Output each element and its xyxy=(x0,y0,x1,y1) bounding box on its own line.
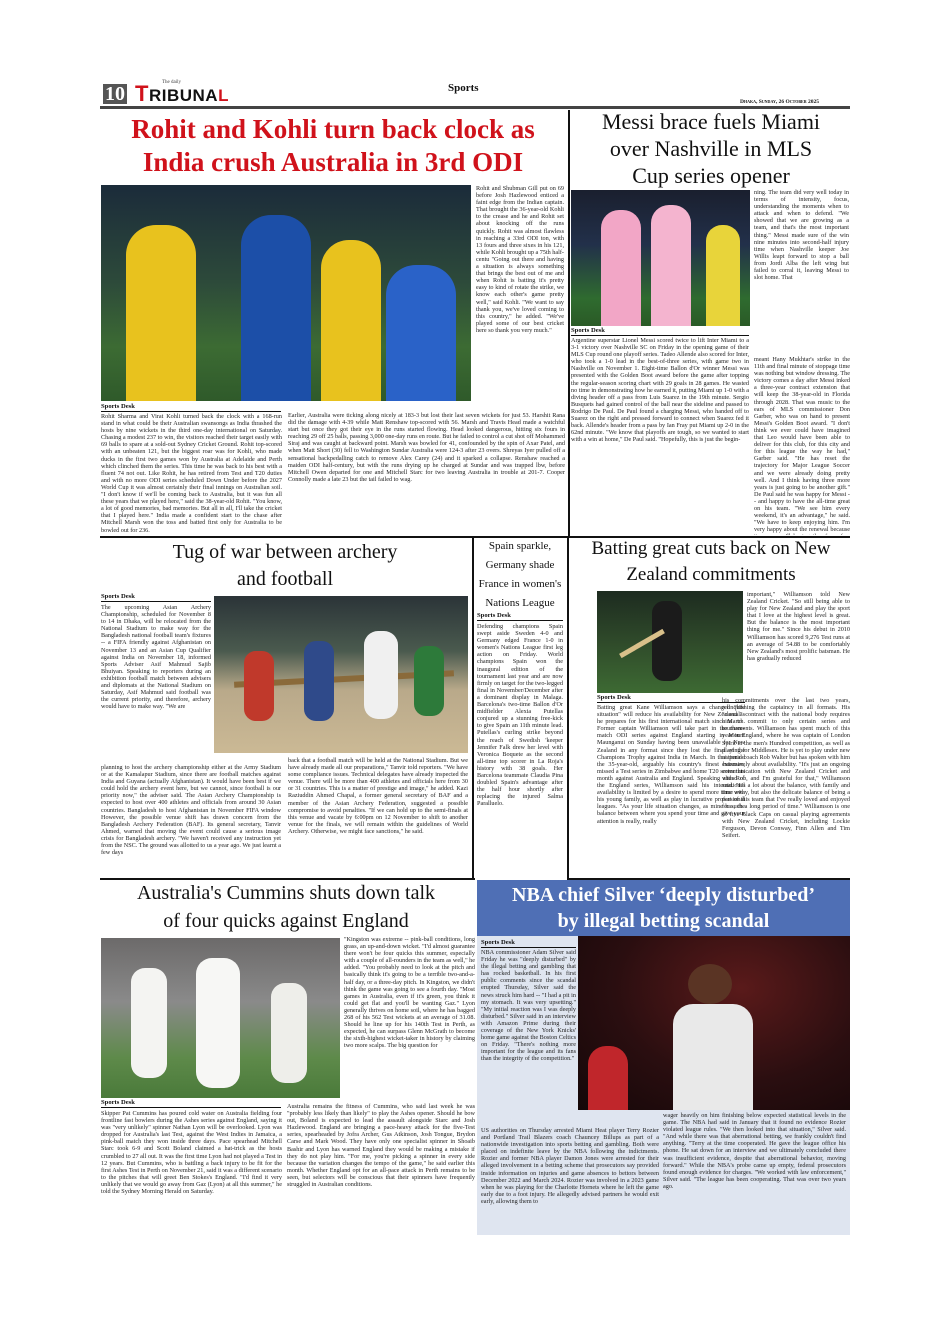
williamson-body-col1: Batting great Kane Williamson says a changed "life situation" will reduce his availability for New Zealand as he prepares for his first international match since March. Former captain Williamson will take part in the three-match ODI series against England starting in Mount Maunganui on Sunday having been unavailable for New Zealand in any format since they lost the final of the Champions Trophy against India in March. In that period the 35-year-old, arguably his country's finest batsman, missed a Test series in Zimbabwe and home T20 series this month against Australia and England. Speaking ahead of the England series, Williamson said his international availability is limited by a desire to spend more time with his young family, as well as play in lucrative professional leagues. "As your life situation changes, as mine has, the balance between where you spend your time and give your attention is really, really xyxy=(597,704,745,825)
byline: Sports Desk xyxy=(481,939,576,948)
cummins-celebrating-photo xyxy=(101,938,340,1098)
williamson-headline xyxy=(572,536,850,588)
messi-headline-line1: Messi brace fuels Miami xyxy=(601,109,821,134)
india-side-column: Rohit and Shubman Gill put on 69 before Josh Hazlewood enticed a faint edge from the Indian captain. That brought the 36-year-old Kohli to the crease and he and Rohit set about knocking off the runs quickly. Rohit was almost flawless in reaching a 33rd ODI ton, with 13 fours and three sixes in his 121, while Kohli brought up a 75th half-centu "Going out there and having a situation is always something that brings the best out of me and when Rohit is batting it's pretty easy to kind of rotate the strike, we know each other's game pretty well," said Kohli. "We want to say thank you, we've loved coming to this country," he added. "We've played some of our best cricket here so thank you very much." xyxy=(476,185,564,334)
spain-headline-line2: Germany shade xyxy=(485,559,555,571)
archery-body-col2: back that a football match will be held at the National Stadium. But we have already made all our preparations," Tanvir told reporters. "We have some compliance issues. Technical delegates have already inspected the venue. There will be more than 400 athletes and officials here from 30 or 31 countries. This is a matter of prestige and image," he added. Kazi Raziuddin Ahmed Chapal, a former general secretary of BAF and a member of the Asian Archery Federation, suggested a possible compromise to avoid penalties. "If we can hold up to the semi-finals at this venue and vacate by 6:00pm on 12 November to shift to another venue for the finals, we will remain within the guidelines of World Archery. Otherwise, we might face sanctions," he said. xyxy=(288,757,468,835)
nba-headline xyxy=(477,880,850,936)
player-figure xyxy=(414,646,444,716)
archery-headline xyxy=(100,539,470,593)
spain-headline-line3: France in women's xyxy=(478,578,562,590)
player-figure xyxy=(321,240,381,401)
inter-miami-players-photo xyxy=(571,190,750,326)
messi-headline xyxy=(572,108,850,189)
williamson-headline-line2: Zealand commitments xyxy=(626,564,796,585)
williamson-headline-line1: Batting great cuts back on New xyxy=(591,538,831,559)
spain-body: Defending champions Spain swept aside Sweden 4-0 and Germany edged France 1-0 in women's Nations League first leg action on Friday. World champions Spain won the inaugural edition of the tournament last year and are now firmly on target for the two-legged final in November/December after a dominant display in Malaga. Barcelona's two-time Ballon d'Or midfielder Alexia Putellas conjured up a stunning free-kick to give Spain an 11th minute lead. Putellas's curling strike beyond the reach of Swedish 'keeper Jennifer Falk drew her level with Veronica Boquete as the second all-time top scorer in La Roja's history with 38 goals. Her Barcelona teammate Claudia Pina doubled Spain's advantage after the half hour shortly after replacing the injured Salma Paralluelo. xyxy=(477,623,563,808)
india-headline-line2: India crush Australia in 3rd ODI xyxy=(142,147,524,177)
logo-first-letter: T xyxy=(135,81,149,106)
cummins-byline xyxy=(101,1099,281,1110)
india-body-col1: Rohit Sharma and Virat Kohli turned back the clock with a 168-run stand in what could be their Australian swansongs as India thrashed the hosts by nine wickets in the third one-day international on Saturday. Chasing a modest 237 to win, the visitors reached their target easily with 69 balls to spare at a sold-out Sydney Cricket Ground. Rohit top-scored with an unbeaten 121, but the biggest roar was for Kohli, who made ducks in the first two games won by Australia at Adelaide and Perth which clinched them the series. This time he was back to his best with a fluent 74 not out. Like Rohit, he has retired from Test and T20 duties and with no more ODI series scheduled Down Under before the 2027 World Cup it was almost certainly their final innings on Australian soil. "I don't know if we'll be coming back to Australia, but it was fun all these years that we played here," said the 38-year-old Rohit. "You know, a lot of good memories, bad memories. But all in all, I'll take the cricket that I played here." India made a confident start to the chase after Mitchell Marsh won the toss and batted first only for Australia to be bowled out for 236. xyxy=(101,413,282,534)
cummins-headline-line1: Australia's Cummins shuts down talk xyxy=(136,882,436,904)
nba-headline-line2: by illegal betting scandal xyxy=(557,910,770,932)
archery-byline xyxy=(101,593,211,604)
player-figure xyxy=(241,215,311,401)
india-headline xyxy=(100,113,566,179)
player-figure xyxy=(601,210,641,326)
logo-mid: RIBUNA xyxy=(148,86,219,105)
batsman-figure xyxy=(652,601,682,681)
column-divider xyxy=(568,110,570,538)
messi-headline-line2: over Nashville in MLS xyxy=(609,136,813,161)
cummins-side-column: "Kingston was extreme -- pink-ball conditions, long grass, an up-and-down wicket. "I'd almost guarantee there won't be four quicks this summer, especially with a couple of all-rounders in the team as well," he added. "You probably need to look at the pitch and basically think it's going to be a terrible two-and-a-half day, or a three-day pitch. In Kingston, we didn't think the game was going to see a fourth day. "Most games in Australia, even if it's green, you think it could get flat and you'll be wanting Gaz." Lyon generally thrives on home soil, where he has bagged 268 of his 562 Test wickets at an average of 31.08. Should he line up for his 140th Test in Perth, as expected, he can surpass Glenn McGrath to become the sixth-highest wicket-taker in history by claiming two more scalps. The big question for xyxy=(344,936,475,1050)
cummins-body-col1: Skipper Pat Cummins has poured cold water on Australia fielding four frontline fast bowlers during the Ashes series against England, saying it was "very unlikely" spinner Nathan Lyon will be overlooked. Lyon was dropped for Australia's last Test, against the West Indies in Jamaica, a pink-ball match they won inside three days. Pace spearhead Mitchell Starc took 6-9 and Scott Boland claimed a hat-trick as the hosts crumbled to 27 all out. It was the first time Lyon had not played a Test in 12 years. But Cummins, who is battling a back injury to be fit for the first Ashes Test in Perth on November 21, said it was a different scenario to the pitches that will greet Ben Stokes's England. "I'd find it very unlikely that we would go away from Gaz (Lyon) at all this summer," he told the Sydney Morning Herald on Saturday. xyxy=(101,1110,282,1196)
spain-headline-line4: Nations League xyxy=(485,597,555,609)
india-body-col2: Earlier, Australia were ticking along nicely at 183-3 but lost their last seven wickets for just 53. Harshit Rana did the damage with 4-39 while Matt Renshaw top-scored with 56. Marsh and Travis Head made a watchful start but once they got their eye in the runs started flowing. Head looked dangerous, hitting six fours in reaching 29 off 25 balls, passing 3,000 one-day runs en route. But he failed to control a cut shot off Mohammed Siraj and was caught at backward point. Marsh was bowled for 41, confounded by the spin of Axar Patel, and when Matt Short (30) fell to Washington Sundar Australia were 124-3 after 23 overs. Shreyas Iyer pulled off a sensational backpedalling catch to remove Alex Carey (24) and it sparked a collapse. Renshaw reached a maiden ODI half-century, but with the runs drying up he charged at Sundar and was trapped lbw, before Mitchell Owen departed for one and Mitchell Starc for two leaving Australia in trouble at 201-7. Cooper Connolly made a late 23 but the tail failed to wag. xyxy=(288,412,565,483)
messi-body-col2: meant Hany Mukhtar's strike in the 11th and final minute of stoppage time was nothing but window dressing. The victory comes a day after Messi inked a three-year contract extension that will keep the 38-year-old in Florida through 2028. That was music to the ears of MLS commissioner Don Garber, who was on hand to present Messi's Golden Boot award. "I don't think we ever could have imagined that Leo would have been able to deliver for this club, for this city and for this league the way he had," Garber said. "He has reset the trajectory for Major League Soccer and we were already doing pretty well. And I think having three more years is just going to be another gift." De Paul said he was happy for Messi -- and happy to have the all-time great on his team. "We see him every weekend, it's an advantage," he said. "We have to keep enjoying him. I'm very happy about the renewal because xyxy=(754,356,850,534)
archery-body-col1: The upcoming Asian Archery Championship, scheduled for November 8 to 14 in Dhaka, will be relocated from the National Stadium to make way for the Bangladesh national football team's fixtures -- a FIFA friendly against Afghanistan on November 13 and an Asian Cup Qualifier against India on November 18, informed Sports Adviser Asif Mahmud Sajib Bhuiyan. Speaking to reporters during an exhibition football match between advisers and diplomats at the National Stadium on Saturday, Asif Mahmud said football was the current priority, and therefore, archery would have to make way. "We are xyxy=(101,604,211,711)
cummins-headline xyxy=(100,879,472,935)
spain-headline xyxy=(475,537,565,613)
spain-byline xyxy=(477,612,563,623)
williamson-batting-photo xyxy=(597,591,743,693)
nba-body-col2: wager heavily on him finishing below expected statistical levels in the game. The NBA had said in January that it found no evidence Rozier violated league rules. "We then looked into that situation," Silver said. "And while there was that aberrational betting, we frankly couldn't find anything. "Terry at the time cooperated. He gave the league office his phone. He sat down for an interview and we ultimately concluded there was insufficient evidence, despite that aberrational behavior, moving forward." While the NBA's probe came up empty, federal prosecutors found enough evidence for charges. "We worked with law enforcement," Silver said. "The league has been cooperating. That was over two years ago. xyxy=(663,1112,846,1190)
player-figure xyxy=(304,641,334,721)
nba-headline-line1: NBA chief Silver ‘deeply disturbed’ xyxy=(512,884,815,906)
column-divider xyxy=(472,538,474,878)
byline: Sports Desk xyxy=(101,1099,281,1108)
player-figure xyxy=(196,958,240,1088)
page-number: 10 xyxy=(105,83,125,105)
cummins-body-col2: Australia remains the fitness of Cummins, who said last week he was "probably less likely than likely" to play the Ashes opener. Should he bow out, Boland is expected to lead the assault alongside Starc and Josh Hazlewood. England are bringing a pace-heavy attack for the five-Test series, spearheaded by Jofra Archer, Gus Atkinson, Josh Tongue, Brydon Carse and Mark Wood. They have only one specialist spinner in Shoaib Bashir and Lyon has warned England they would be making a mistake if they do not play him. "For me, you're picking a spinner in every side because the variation changes the tempo of the game," he said earlier this month. Whether England opt for an all-pace attack in Perth remains to be seen, but selectors will be conscious that their spinners have frequently struggled in Australian conditions. xyxy=(287,1103,475,1189)
player-figure xyxy=(706,225,740,326)
nba-body-col1: US authorities on Thursday arrested Miami Heat player Terry Rozier and Portland Trail Blazers coach Chauncey Billups as part of a nationwide investigation into sports betting and gambling. Both were placed on indefinite leave by the NBA following the indictments. Rozier and former NBA player Damon Jones were arrested for their alleged involvement in a betting scheme that prosecutors say provided inside information on injuries and game absences to bettors between December 2022 and March 2024. Rozier was involved in a 2023 game when he was playing for the Charlotte Hornets where he left the game early due to a foot injury. He allegedly advised partners he would exit early, allowing them to xyxy=(481,1127,659,1205)
masthead-tagline: The daily xyxy=(162,80,182,85)
archery-headline-line2: and football xyxy=(236,568,334,590)
archery-body-col1-wide: planning to host the archery championship either at the Army Stadium or at the Kamalapur Stadium, since there are football matches against India and Guyana (actually Afghanistan). It would have been best if we could hold the archery event here, but we cannot, since football is our priority now," the adviser said. The Asian Archery Championship is expected to host over 400 athletes and officials from around 30 Asian countries. Bangladesh to host Afghanistan in November FIFA window However, the possible venue shift has drawn concern from the Bangladesh Archery Federation (BAF). Its general secretary, Tanvir Ahmed, warned that moving the event could cause a serious image crisis for Bangladesh archery. "We haven't received any instruction yet from the NSC. The ground was allotted to us a year ago. We just learnt a few days xyxy=(101,764,281,857)
player-figure xyxy=(364,631,398,719)
heat-jersey xyxy=(673,1004,753,1110)
byline: Sports Desk xyxy=(101,593,211,602)
messi-body-col1: Argentine superstar Lionel Messi scored twice to lift Inter Miami to a 3-1 victory over Nashville SC on Friday in the opening game of their MLS Cup round one playoff series. Tadeo Allende also scored for Inter, who took a 1-0 lead in the best-of-three series, with game two in Nashville on November 1. Eight-time Ballon d'Or winner Messi was presented with the Golden Boot award before the game after topping the regular-season scoring chart with 29 goals in 28 games. He wasted no time in demonstrating how he earned it, putting Miami up 1-0 with a diving header off a pass from Luis Suarez in the 19th minute. Sergio Busquets had gained control of the ball near the sideline and passed to Rodrigo De Paul. De Paul found a charging Messi, who handed off to Suarez on the right and pressed forward to connect when Suarez fed it back. Allende's header from a pass by Ian Fray put Miami up 2-0 in the 62nd minute. "We know that playoffs are tough, so we wanted to start with a win at home," De Paul said. "Hopefully, this is just the begin- xyxy=(571,337,749,444)
heat-player-photo xyxy=(578,936,850,1110)
nba-side-column: NBA commissioner Adam Silver said Friday he was "deeply disturbed" by the illegal betting and gambling that has rocked basketball. In his first public comments since the scandal erupted Thursday, Silver said the news struck him hard -- "I had a pit in my stomach. It was very upsetting." "My initial reaction was I was deeply disturbed." Silver said in an interview with Amazon Prime during their coverage of the New York Knicks' home game against the Boston Celtics on Friday. "There's nothing more important for the league and its fans than the integrity of the competition." xyxy=(481,949,576,1063)
player-figure xyxy=(126,225,196,401)
messi-headline-line3: Cup series opener xyxy=(632,163,790,188)
cummins-headline-line2: of four quicks against England xyxy=(163,910,409,932)
player-figure xyxy=(244,651,274,721)
player-figure xyxy=(271,983,307,1083)
column-divider xyxy=(567,538,569,878)
player-figure xyxy=(131,968,167,1078)
byline: Sports Desk xyxy=(571,327,749,336)
tug-of-war-photo xyxy=(214,596,468,753)
byline: Sports Desk xyxy=(597,694,745,703)
byline: Sports Desk xyxy=(101,403,281,412)
section-title: Sports xyxy=(448,82,479,94)
player-figure xyxy=(651,205,691,326)
player-head xyxy=(688,964,732,1004)
logo-last-letter: L xyxy=(218,86,229,105)
byline: Sports Desk xyxy=(477,612,563,621)
india-cricket-players-photo xyxy=(101,185,471,401)
india-headline-line1: Rohit and Kohli turn back clock as xyxy=(131,114,535,144)
messi-side-column: ning. The team did very well today in terms of intensity, focus, understanding the moments when to attack and when to defend. "We showed that we are growing as a team, and that's the most important thing." Messi made sure of the win nine minutes into second-half injury time when Nashville keeper Joe Willis leapt forward to stop a ball from Jordi Alba the left wing but failed to corral it, leaving Messi to slot home. That xyxy=(754,189,849,282)
spain-headline-line1: Spain sparkle, xyxy=(488,540,552,552)
background-figure xyxy=(588,1046,628,1110)
player-figure xyxy=(386,265,456,401)
williamson-body-col2: his commitments over the last two years, relinquishing the captaincy in all formats. His "casual" contract with the national body requires him to commit to only certain series and tournaments. Williamson has spent much of this year in England, where he was captain of London Spirit in the men's Hundred competition, as well as playing for Middlesex. He is yet to play under new national coach Rob Walter but has spoken with him extensively about availability. "It's just an ongoing communication with New Zealand Cricket and with Rob, and I'm grateful for that," Williamson said. "It's a lot about the balance, with family and time away, but also the delicate balance of being a part of this team that I've really loved and enjoyed for such a long period of time." Williamson is one of five Black Caps on casual playing agreements with New Zealand Cricket, including Lockie Ferguson, Devon Conway, Finn Allen and Tim Seifert. xyxy=(722,697,850,839)
williamson-side-column: important," Williamson told New Zealand Cricket. "So still being able to play for New Zealand and play the sport that I love at the highest level is great. But the balance is the most important thing for me." Since his debut in 2010 Williamson has scored 9,276 Test runs at an average of 54.88 to be comfortably New Zealand's most prolific batsman. He has gradually reduced xyxy=(747,591,850,662)
dateline: Dhaka, Sunday, 26 October 2025 xyxy=(740,99,819,105)
archery-headline-line1: Tug of war between archery xyxy=(172,541,398,563)
